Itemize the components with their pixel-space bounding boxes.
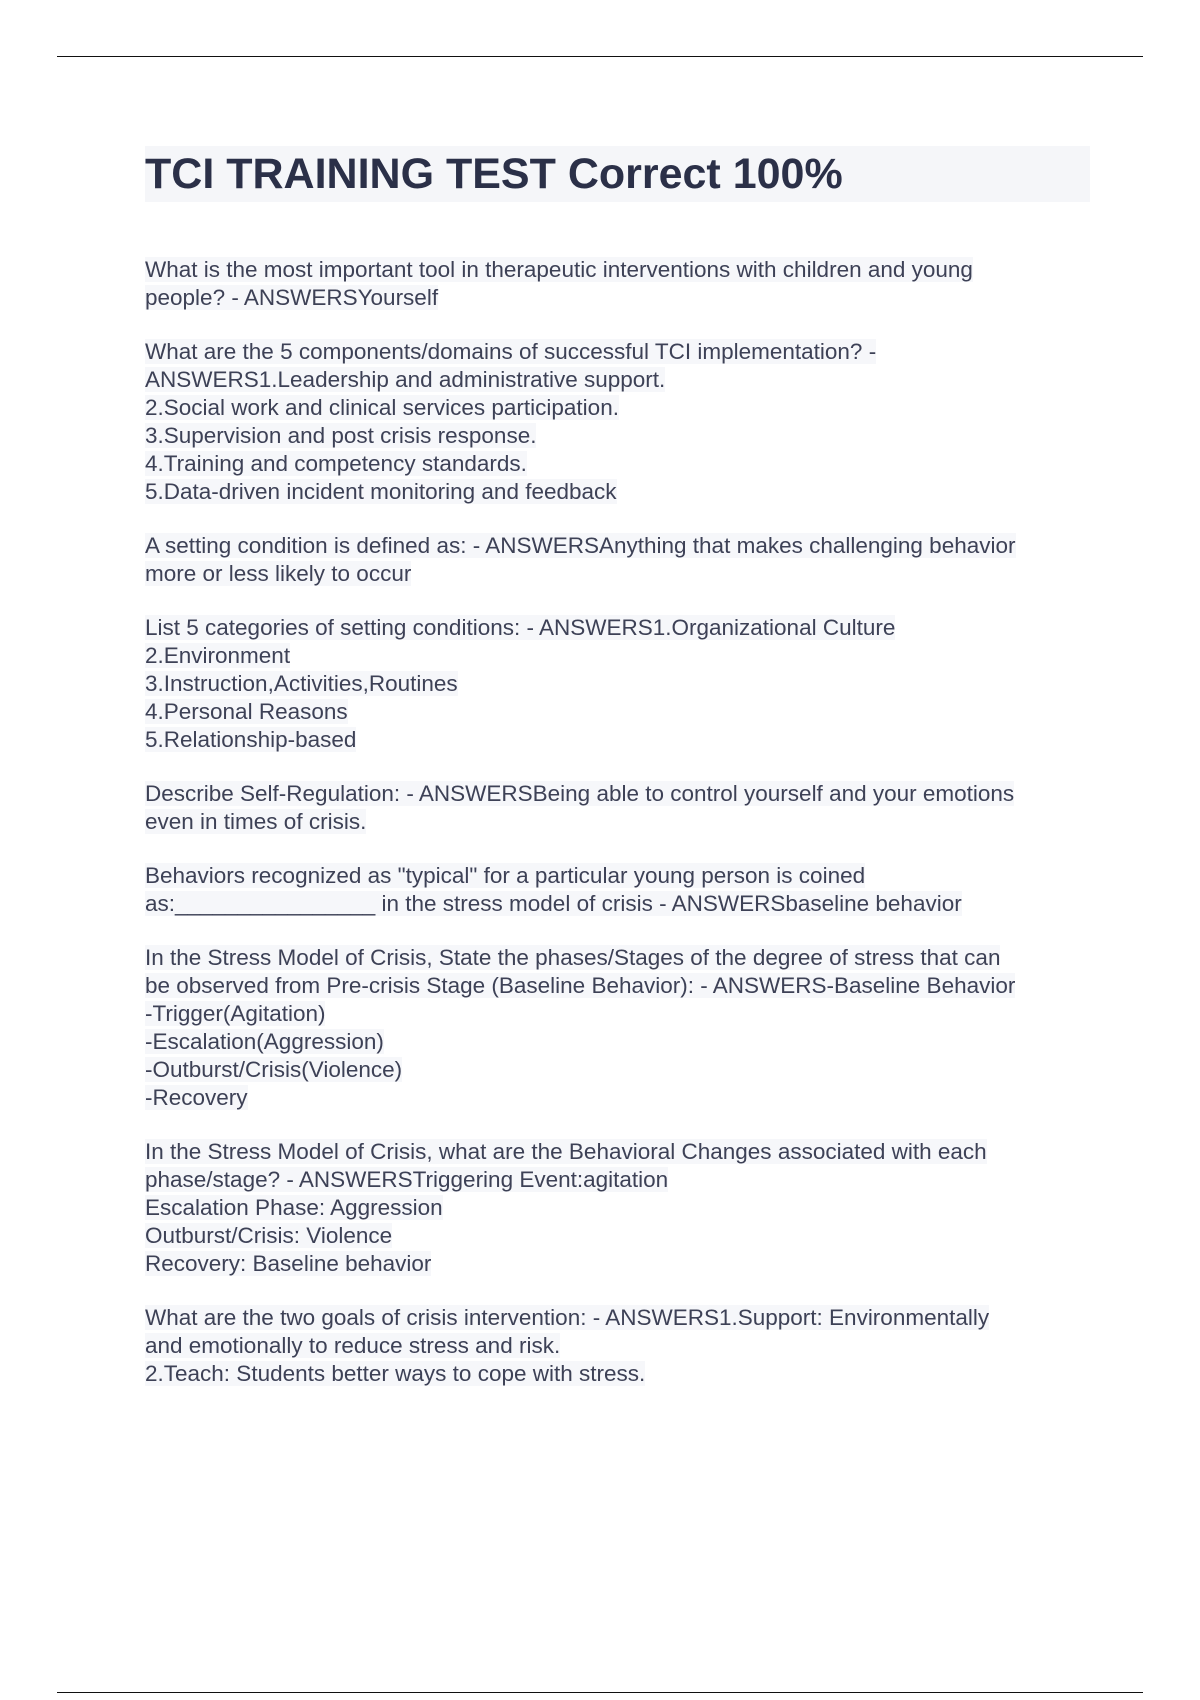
qa-line-text: Behaviors recognized as "typical" for a particular young person is coined [145, 863, 866, 888]
qa-line-text: -Outburst/Crisis(Violence) [145, 1057, 403, 1082]
qa-line [145, 642, 1090, 670]
qa-line [145, 1028, 1090, 1056]
qa-line-text: 4.Personal Reasons [145, 699, 348, 724]
qa-line-text: even in times of crisis. [145, 809, 367, 834]
qa-line [145, 478, 1090, 506]
qa-line [145, 1138, 1090, 1166]
qa-line-text: Recovery: Baseline behavior [145, 1251, 432, 1276]
qa-line [145, 614, 1090, 642]
qa-line-text: 2.Social work and clinical services participation. [145, 395, 619, 420]
qa-entry [145, 614, 1090, 754]
qa-line [145, 1222, 1090, 1250]
qa-line [145, 972, 1090, 1000]
qa-line [145, 532, 1090, 560]
bottom-rule [57, 1692, 1143, 1693]
qa-line [145, 366, 1090, 394]
qa-line [145, 1056, 1090, 1084]
qa-line [145, 450, 1090, 478]
qa-entry [145, 256, 1090, 312]
qa-line-text: as:________________ in the stress model of crisis - ANSWERSbaseline behavior [145, 891, 962, 916]
qa-line [145, 670, 1090, 698]
qa-line [145, 394, 1090, 422]
qa-line [145, 1332, 1090, 1360]
qa-line-text: 3.Supervision and post crisis response. [145, 423, 537, 448]
qa-line [145, 1360, 1090, 1388]
qa-entry [145, 862, 1090, 918]
qa-line-text: 5.Relationship-based [145, 727, 357, 752]
qa-list [145, 256, 1090, 1388]
qa-line [145, 1304, 1090, 1332]
qa-line [145, 1250, 1090, 1278]
qa-line-text: 3.Instruction,Activities,Routines [145, 671, 458, 696]
qa-line [145, 1194, 1090, 1222]
qa-entry [145, 1304, 1090, 1388]
qa-entry [145, 338, 1090, 506]
qa-line [145, 338, 1090, 366]
qa-line-text: What are the two goals of crisis intervention: - ANSWERS1.Support: Environmentally [145, 1305, 990, 1330]
qa-line-text: 2.Environment [145, 643, 291, 668]
qa-line [145, 422, 1090, 450]
qa-line [145, 1000, 1090, 1028]
qa-line-text: be observed from Pre-crisis Stage (Baseline Behavior): - ANSWERS-Baseline Behavior [145, 973, 1016, 998]
qa-line-text: In the Stress Model of Crisis, what are the Behavioral Changes associated with each [145, 1139, 987, 1164]
qa-line-text: 4.Training and competency standards. [145, 451, 527, 476]
qa-entry [145, 944, 1090, 1112]
qa-line [145, 808, 1090, 836]
qa-line-text: Escalation Phase: Aggression [145, 1195, 443, 1220]
qa-line [145, 256, 1090, 284]
qa-line [145, 890, 1090, 918]
qa-line-text: -Trigger(Agitation) [145, 1001, 326, 1026]
qa-line [145, 1166, 1090, 1194]
qa-line [145, 560, 1090, 588]
qa-line [145, 284, 1090, 312]
qa-line-text: -Escalation(Aggression) [145, 1029, 384, 1054]
qa-line [145, 1084, 1090, 1112]
qa-line-text: What is the most important tool in therapeutic interventions with children and young [145, 257, 973, 282]
qa-line [145, 862, 1090, 890]
qa-line-text: What are the 5 components/domains of successful TCI implementation? - [145, 339, 877, 364]
qa-line-text: Outburst/Crisis: Violence [145, 1223, 393, 1248]
document-body [145, 146, 1090, 1414]
qa-line-text: phase/stage? - ANSWERSTriggering Event:agitation [145, 1167, 669, 1192]
qa-line-text: 2.Teach: Students better ways to cope with stress. [145, 1361, 646, 1386]
qa-line-text: A setting condition is defined as: - ANSWERSAnything that makes challenging behavior [145, 533, 1016, 558]
qa-line-text: Describe Self-Regulation: - ANSWERSBeing able to control yourself and your emotions [145, 781, 1015, 806]
qa-line-text: ANSWERS1.Leadership and administrative support. [145, 367, 666, 392]
qa-entry [145, 1138, 1090, 1278]
qa-line-text: 5.Data-driven incident monitoring and feedback [145, 479, 617, 504]
qa-line [145, 780, 1090, 808]
title-box [145, 146, 1090, 202]
qa-line-text: List 5 categories of setting conditions: - ANSWERS1.Organizational Culture [145, 615, 896, 640]
qa-line-text: people? - ANSWERSYourself [145, 285, 439, 310]
qa-line-text: -Recovery [145, 1085, 248, 1110]
qa-line [145, 944, 1090, 972]
qa-line-text: and emotionally to reduce stress and risk. [145, 1333, 561, 1358]
qa-line [145, 698, 1090, 726]
qa-line-text: more or less likely to occur [145, 561, 412, 586]
qa-entry [145, 532, 1090, 588]
qa-line-text: In the Stress Model of Crisis, State the phases/Stages of the degree of stress that can [145, 945, 1001, 970]
page-title: TCI TRAINING TEST Correct 100% [145, 150, 843, 198]
qa-entry [145, 780, 1090, 836]
top-rule [57, 56, 1143, 57]
qa-line [145, 726, 1090, 754]
